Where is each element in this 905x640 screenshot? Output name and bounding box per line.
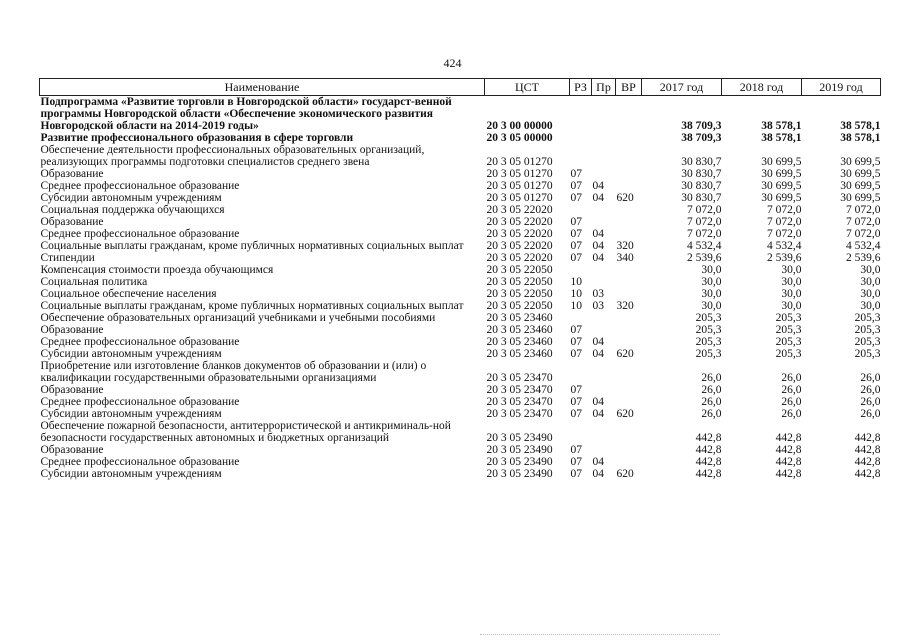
cell-cst: 20 3 05 22020: [486, 228, 553, 240]
cell-cst: 20 3 05 23490: [486, 456, 553, 468]
cell-2019: 205,3: [854, 312, 881, 324]
cell-2017: 38 709,3: [681, 132, 722, 144]
cell-vr: 620: [616, 468, 634, 480]
cell-2017: 4 532,4: [687, 240, 722, 252]
table-row: [40, 324, 881, 336]
cell-cst: 20 3 05 23470: [486, 384, 553, 396]
table-row: [40, 252, 881, 264]
cell-2018: 30,0: [781, 288, 802, 300]
cell-2019: 442,8: [854, 444, 881, 456]
cell-name: Субсидии автономным учреждениям: [40, 348, 222, 360]
cell-cst: 20 3 05 22020: [486, 204, 553, 216]
cell-rz: 07: [570, 252, 582, 264]
cell-cst: 20 3 05 22020: [486, 252, 553, 264]
cell-rz: 07: [570, 396, 582, 408]
cell-cst: 20 3 05 22050: [486, 288, 553, 300]
table-row: [40, 240, 881, 252]
cell-2017: 442,8: [695, 456, 722, 468]
header-name: Наименование: [40, 79, 485, 96]
cell-2018: 30 699,5: [761, 156, 802, 168]
cell-name: Образование: [40, 168, 104, 180]
header-pr: Пр: [592, 79, 616, 96]
cell-pr: 04: [592, 456, 604, 468]
cell-pr: [592, 420, 616, 444]
cell-2018: 30 699,5: [761, 168, 802, 180]
cell-name: Обеспечение пожарной безопасности, антитеррористической и антикриминаль-ной безопасности государственных автономных и бюджетных организаций: [40, 420, 451, 444]
cell-pr: 04: [592, 348, 604, 360]
cell-name: Обеспечение деятельности профессиональных образовательных организаций, реализующих программы подготовки специалистов среднего звена: [40, 144, 425, 168]
cell-vr: [616, 216, 642, 228]
cell-2018: 7 072,0: [767, 216, 802, 228]
cell-2017: 30,0: [701, 288, 722, 300]
cell-vr: [616, 444, 642, 456]
cell-2019: 26,0: [860, 384, 881, 396]
cell-vr: [616, 132, 642, 144]
cell-pr: [592, 216, 616, 228]
table-row: [40, 288, 881, 300]
cell-vr: 620: [616, 348, 634, 360]
table-row: [40, 204, 881, 216]
cell-cst: 20 3 05 23490: [486, 468, 553, 480]
cell-name: Подпрограмма «Развитие торговли в Новгородской области» государст-венной программы Новгородской области «Обеспечение экономического развития Новгородской области на 2014-2019 годы»: [40, 96, 452, 132]
cell-2018: 26,0: [781, 408, 802, 420]
table-row: [40, 276, 881, 288]
cell-2017: 442,8: [695, 444, 722, 456]
cell-2018: 205,3: [775, 312, 802, 324]
cell-2019: 4 532,4: [846, 240, 881, 252]
cell-2019: 30,0: [860, 264, 881, 276]
cell-rz: 07: [570, 444, 582, 456]
cell-2018: 26,0: [781, 396, 802, 408]
cell-pr: [592, 96, 616, 133]
cell-name: Социальное обеспечение населения: [40, 288, 217, 300]
cell-2018: 38 578,1: [761, 120, 802, 132]
cell-2019: 442,8: [854, 456, 881, 468]
cell-name: Образование: [40, 216, 104, 228]
cell-rz: 07: [570, 168, 582, 180]
cell-pr: 04: [592, 192, 604, 204]
cell-2018: 205,3: [775, 336, 802, 348]
cell-name: Социальная поддержка обучающихся: [40, 204, 225, 216]
cell-vr: [616, 168, 642, 180]
cell-name: Образование: [40, 384, 104, 396]
header-2019: 2019 год: [802, 79, 881, 96]
cell-vr: [616, 324, 642, 336]
table-row: [40, 444, 881, 456]
cell-rz: 10: [570, 276, 582, 288]
cell-2017: 205,3: [695, 348, 722, 360]
cell-pr: 03: [592, 288, 604, 300]
cell-2019: 30,0: [860, 276, 881, 288]
cell-pr: 04: [592, 468, 604, 480]
cell-rz: 07: [570, 456, 582, 468]
cell-vr: [616, 264, 642, 276]
table-row: [40, 300, 881, 312]
cell-2018: 205,3: [775, 348, 802, 360]
cell-2017: 30 830,7: [681, 192, 722, 204]
cell-2019: 38 578,1: [840, 120, 881, 132]
cell-name: Обеспечение образовательных организаций учебниками и учебными пособиями: [40, 312, 436, 324]
cell-cst: 20 3 05 01270: [486, 156, 553, 168]
table-row: [40, 456, 881, 468]
cell-2019: 7 072,0: [846, 216, 881, 228]
cell-2018: 38 578,1: [761, 132, 802, 144]
cell-vr: [616, 228, 642, 240]
table-row: [40, 348, 881, 360]
cell-2017: 30,0: [701, 264, 722, 276]
cell-rz: [570, 312, 592, 324]
cell-pr: [592, 204, 616, 216]
cell-rz: 07: [570, 408, 582, 420]
cell-name: Социальные выплаты гражданам, кроме публичных нормативных социальных выплат: [40, 300, 464, 312]
cell-name: Приобретение или изготовление бланков документов об образовании и (или) о квалификации государственными образовательными организациями: [40, 360, 427, 384]
cell-pr: 04: [592, 240, 604, 252]
table-row: [40, 408, 881, 420]
cell-2017: 205,3: [695, 324, 722, 336]
cell-2019: 7 072,0: [846, 204, 881, 216]
cell-vr: [616, 384, 642, 396]
cell-pr: [592, 168, 616, 180]
cell-pr: [592, 144, 616, 168]
cell-cst: 20 3 05 23460: [486, 348, 553, 360]
cell-2018: 7 072,0: [767, 228, 802, 240]
cell-2018: 442,8: [775, 432, 802, 444]
cell-pr: 04: [592, 336, 604, 348]
cell-name: Субсидии автономным учреждениям: [40, 192, 222, 204]
table-row: [40, 312, 881, 324]
cell-vr: [616, 396, 642, 408]
cell-name: Компенсация стоимости проезда обучающимся: [40, 264, 274, 276]
cell-2017: 442,8: [695, 468, 722, 480]
cell-2019: 26,0: [860, 408, 881, 420]
cell-name: Образование: [40, 444, 104, 456]
cell-2018: 30,0: [781, 264, 802, 276]
cell-rz: [570, 96, 592, 133]
cell-vr: 320: [616, 240, 634, 252]
header-2018: 2018 год: [722, 79, 802, 96]
cell-pr: 04: [592, 396, 604, 408]
cell-rz: 07: [570, 240, 582, 252]
cell-2019: 30 699,5: [840, 156, 881, 168]
cell-2018: 30,0: [781, 276, 802, 288]
page-number: 424: [443, 56, 462, 70]
header-cst: ЦСТ: [485, 79, 570, 96]
cell-rz: [570, 144, 592, 168]
cell-name: Среднее профессиональное образование: [40, 336, 240, 348]
cell-name: Среднее профессиональное образование: [40, 396, 240, 408]
cell-cst: 20 3 05 23470: [486, 372, 553, 384]
cell-name: Развитие профессионального образования в сфере торговли: [40, 132, 354, 144]
table-body: [40, 96, 881, 481]
cell-vr: [616, 456, 642, 468]
cell-2019: 30,0: [860, 288, 881, 300]
cell-2017: 30,0: [701, 276, 722, 288]
cell-vr: [616, 180, 642, 192]
cell-name: Среднее профессиональное образование: [40, 456, 240, 468]
cell-vr: 320: [616, 300, 634, 312]
cell-2018: 30 699,5: [761, 192, 802, 204]
cell-vr: 340: [616, 252, 634, 264]
cell-cst: 20 3 05 22050: [486, 264, 553, 276]
cell-2017: 26,0: [701, 372, 722, 384]
cell-2019: 30 699,5: [840, 192, 881, 204]
cell-2017: 30 830,7: [681, 156, 722, 168]
cell-pr: [592, 444, 616, 456]
table-row: [40, 96, 881, 133]
cell-cst: 20 3 05 22020: [486, 240, 553, 252]
cell-name: Субсидии автономным учреждениям: [40, 408, 222, 420]
cell-pr: 04: [592, 228, 604, 240]
cell-rz: 07: [570, 228, 582, 240]
cell-2019: 205,3: [854, 348, 881, 360]
cell-2017: 26,0: [701, 408, 722, 420]
cell-2018: 442,8: [775, 468, 802, 480]
cell-vr: [616, 144, 642, 168]
cell-cst: 20 3 05 01270: [486, 180, 553, 192]
cell-vr: 620: [616, 408, 634, 420]
cell-cst: 20 3 00 00000: [486, 120, 553, 132]
cell-pr: 04: [592, 180, 604, 192]
cell-2017: 205,3: [695, 312, 722, 324]
cell-cst: 20 3 05 01270: [486, 192, 553, 204]
cell-vr: [616, 420, 642, 444]
cell-name: Социальные выплаты гражданам, кроме публичных нормативных социальных выплат: [40, 240, 464, 252]
cell-2017: 7 072,0: [687, 216, 722, 228]
cell-rz: [570, 204, 592, 216]
cell-pr: 04: [592, 252, 604, 264]
cell-cst: 20 3 05 00000: [486, 132, 553, 144]
cell-vr: [616, 312, 642, 324]
cell-vr: [616, 288, 642, 300]
cell-rz: [570, 264, 592, 276]
cell-cst: 20 3 05 23490: [486, 432, 553, 444]
cell-cst: 20 3 05 22050: [486, 276, 553, 288]
cell-rz: 07: [570, 384, 582, 396]
budget-table: [39, 78, 881, 480]
cell-2017: 2 539,6: [687, 252, 722, 264]
cell-cst: 20 3 05 23470: [486, 408, 553, 420]
cell-name: Социальная политика: [40, 276, 148, 288]
cell-rz: [570, 360, 592, 384]
header-2017: 2017 год: [642, 79, 722, 96]
cell-2018: 4 532,4: [767, 240, 802, 252]
cell-rz: 07: [570, 336, 582, 348]
cell-2018: 2 539,6: [767, 252, 802, 264]
cell-rz: 07: [570, 180, 582, 192]
cell-pr: [592, 360, 616, 384]
cell-2017: 7 072,0: [687, 228, 722, 240]
cell-rz: [570, 132, 592, 144]
cell-2019: 38 578,1: [840, 132, 881, 144]
cell-2017: 7 072,0: [687, 204, 722, 216]
table-row: [40, 384, 881, 396]
table-row: [40, 192, 881, 204]
cell-2019: 30 699,5: [840, 168, 881, 180]
cell-cst: 20 3 05 23460: [486, 324, 553, 336]
cell-name: Образование: [40, 324, 104, 336]
cell-vr: [616, 96, 642, 133]
cell-name: Стипендии: [40, 252, 95, 264]
table-row: [40, 180, 881, 192]
cell-2019: 205,3: [854, 324, 881, 336]
cell-rz: [570, 420, 592, 444]
cell-2018: 7 072,0: [767, 204, 802, 216]
cell-2019: 7 072,0: [846, 228, 881, 240]
header-rz: РЗ: [570, 79, 592, 96]
cell-2017: 30,0: [701, 300, 722, 312]
cell-2019: 2 539,6: [846, 252, 881, 264]
cell-pr: [592, 276, 616, 288]
table-row: [40, 264, 881, 276]
cell-pr: [592, 384, 616, 396]
cell-rz: 07: [570, 324, 582, 336]
cell-2019: 26,0: [860, 396, 881, 408]
cell-2019: 442,8: [854, 432, 881, 444]
cell-2019: 30 699,5: [840, 180, 881, 192]
cell-cst: 20 3 05 22050: [486, 300, 553, 312]
cell-rz: 07: [570, 348, 582, 360]
table-row: [40, 216, 881, 228]
cell-2017: 30 830,7: [681, 180, 722, 192]
cell-rz: 10: [570, 300, 582, 312]
cell-2019: 205,3: [854, 336, 881, 348]
cell-cst: 20 3 05 23490: [486, 444, 553, 456]
cell-2019: 30,0: [860, 300, 881, 312]
cell-pr: [592, 312, 616, 324]
cell-2017: 30 830,7: [681, 168, 722, 180]
cell-2017: 442,8: [695, 432, 722, 444]
table-row: [40, 228, 881, 240]
cell-vr: 620: [616, 192, 634, 204]
cell-cst: 20 3 05 23460: [486, 312, 553, 324]
table-row: [40, 420, 881, 444]
table-row: [40, 132, 881, 144]
cell-2018: 30 699,5: [761, 180, 802, 192]
header-vr: ВР: [616, 79, 642, 96]
cell-2019: 26,0: [860, 372, 881, 384]
cell-2019: 442,8: [854, 468, 881, 480]
cell-2018: 442,8: [775, 444, 802, 456]
footer-scan-artifact: [480, 634, 720, 637]
cell-vr: [616, 336, 642, 348]
cell-vr: [616, 276, 642, 288]
cell-2018: 26,0: [781, 384, 802, 396]
table-row: [40, 396, 881, 408]
table-row: [40, 336, 881, 348]
table-row: [40, 144, 881, 168]
cell-2018: 26,0: [781, 372, 802, 384]
cell-cst: 20 3 05 01270: [486, 168, 553, 180]
cell-2018: 205,3: [775, 324, 802, 336]
cell-pr: [592, 324, 616, 336]
cell-name: Субсидии автономным учреждениям: [40, 468, 222, 480]
cell-rz: 07: [570, 192, 582, 204]
cell-2018: 442,8: [775, 456, 802, 468]
cell-2017: 26,0: [701, 396, 722, 408]
cell-rz: 07: [570, 216, 582, 228]
cell-cst: 20 3 05 22020: [486, 216, 553, 228]
cell-2018: 30,0: [781, 300, 802, 312]
cell-2017: 38 709,3: [681, 120, 722, 132]
cell-vr: [616, 204, 642, 216]
cell-pr: 04: [592, 408, 604, 420]
cell-rz: 10: [570, 288, 582, 300]
cell-rz: 07: [570, 468, 582, 480]
cell-name: Среднее профессиональное образование: [40, 228, 240, 240]
cell-pr: 03: [592, 300, 604, 312]
table-header-row: [40, 79, 881, 96]
cell-vr: [616, 360, 642, 384]
cell-cst: 20 3 05 23460: [486, 336, 553, 348]
cell-pr: [592, 132, 616, 144]
table-row: [40, 168, 881, 180]
table-row: [40, 360, 881, 384]
table-row: [40, 468, 881, 480]
cell-2017: 26,0: [701, 384, 722, 396]
cell-cst: 20 3 05 23470: [486, 396, 553, 408]
cell-pr: [592, 264, 616, 276]
cell-name: Среднее профессиональное образование: [40, 180, 240, 192]
cell-2017: 205,3: [695, 336, 722, 348]
